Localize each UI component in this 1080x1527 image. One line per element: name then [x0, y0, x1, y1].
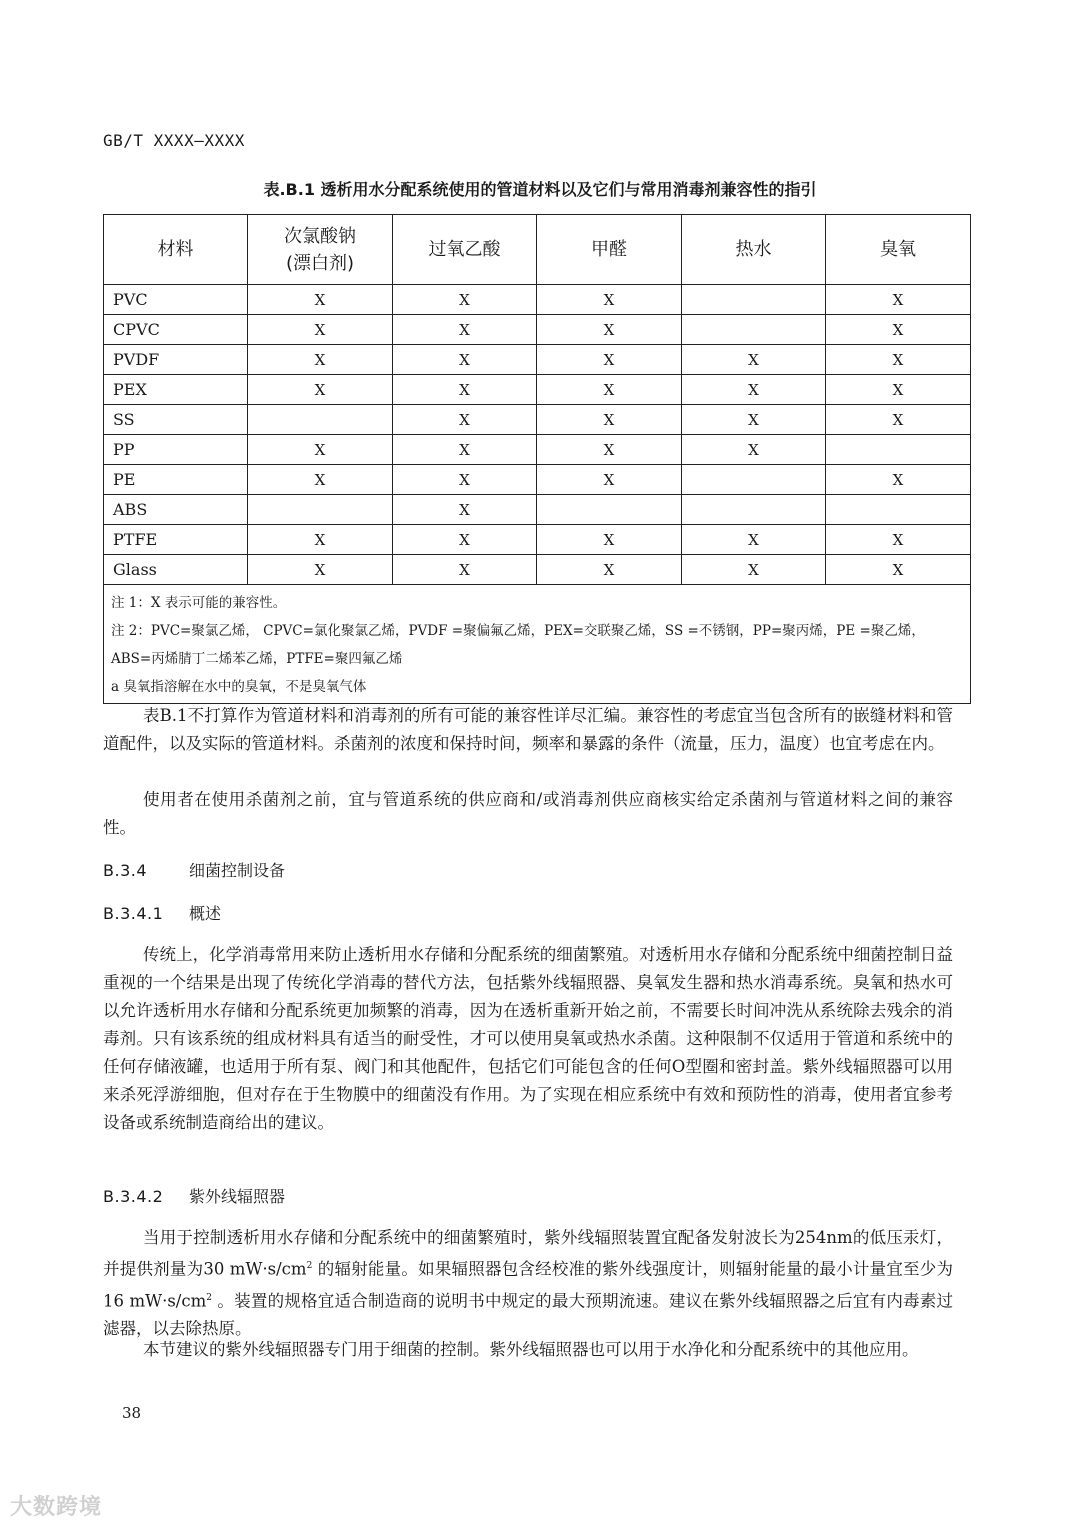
table-row [104, 465, 971, 495]
paragraph-overview: 传统上，化学消毒常用来防止透析用水存储和分配系统的细菌繁殖。对透析用水存储和分配系统中细菌控制日益重视的一个结果是出现了传统化学消毒的替代方法，包括紫外线辐照器、臭氧发生器和热水消毒系统。臭氧和热水可以允许透析用水存储和分配系统更加频繁的消毒，因为在透析重新开始之前，不需要长时间冲洗从系统除去残余的消毒剂。只有该系统的组成材料具有适当的耐受性，才可以使用臭氧或热水杀菌。这种限制不仅适用于管道和系统中的任何存储液罐，也适用于所有泵、阀门和其他配件，包括它们可能包含的任何O型圈和密封盖。紫外线辐照器可以用来杀死浮游细胞，但对存在于生物膜中的细菌没有作用。为了实现在相应系统中有效和预防性的消毒，使用者宜参考设备或系统制造商给出的建议。 [103, 945, 953, 1132]
section-title: 细菌控制设备 [189, 861, 286, 880]
section-title: 紫外线辐照器 [189, 1187, 286, 1206]
note-1: 注 1：X 表示可能的兼容性。 [111, 595, 287, 611]
standard-code: GB/T XXXX—XXXX [103, 131, 245, 150]
compat-cell [248, 495, 393, 525]
section-heading-b341 [103, 901, 221, 924]
compat-cell [826, 495, 971, 525]
table-row [104, 435, 971, 465]
compat-cell: X [682, 345, 826, 375]
header-peracetic: 过氧乙酸 [393, 215, 537, 285]
table-row [104, 555, 971, 585]
header-hot-water: 热水 [682, 215, 826, 285]
table-notes-row [104, 585, 971, 704]
compat-cell: X [826, 525, 971, 555]
compat-cell: X [248, 525, 393, 555]
material-cell: PP [104, 435, 248, 465]
material-cell: PTFE [104, 525, 248, 555]
compat-cell: X [826, 375, 971, 405]
table-row [104, 405, 971, 435]
compat-cell: X [826, 285, 971, 315]
compat-cell: X [826, 465, 971, 495]
compat-cell: X [393, 435, 537, 465]
compat-cell: X [248, 285, 393, 315]
header-material: 材料 [104, 215, 248, 285]
compat-cell: X [537, 345, 682, 375]
material-cell: Glass [104, 555, 248, 585]
material-cell: ABS [104, 495, 248, 525]
header-hypochlorite-sub: (漂白剂) [285, 252, 355, 274]
compat-cell: X [248, 435, 393, 465]
compat-cell: X [682, 405, 826, 435]
note-3: a 臭氧指溶解在水中的臭氧，不是臭氧气体 [111, 679, 367, 695]
watermark-logo: 大数跨境 [10, 1495, 103, 1520]
compat-cell: X [826, 405, 971, 435]
compat-cell: X [537, 285, 682, 315]
material-cell: SS [104, 405, 248, 435]
table-row [104, 285, 971, 315]
section-number: B.3.4 [103, 861, 148, 880]
header-hypochlorite-label: 次氯酸钠 [284, 225, 356, 247]
compat-cell: X [393, 315, 537, 345]
compat-cell: X [826, 555, 971, 585]
table-row [104, 315, 971, 345]
uv-text-part-3: 。装置的规格宜适合制造商的说明书中规定的最大预期流速。建议在紫外线辐照器之后宜有内毒素过滤器，以去除热原。 [103, 1291, 953, 1338]
compat-cell: X [537, 375, 682, 405]
compat-cell: X [537, 525, 682, 555]
compat-cell [682, 315, 826, 345]
material-cell: PE [104, 465, 248, 495]
material-cell: CPVC [104, 315, 248, 345]
section-title: 概述 [189, 904, 222, 923]
section-number: B.3.4.1 [103, 904, 164, 923]
section-heading-b34 [103, 858, 285, 881]
compat-cell: X [826, 315, 971, 345]
compat-cell: X [682, 525, 826, 555]
uv-text-part-1: 当用于控制透析用水存储和分配系统中的细菌繁殖时，紫外线辐照装置宜配备发射波长为254nm的低压汞灯，并提供剂量为30 mW·s/cm [103, 1228, 953, 1279]
compat-cell [826, 435, 971, 465]
compat-cell: X [537, 405, 682, 435]
note-2: 注 2：PVC=聚氯乙烯， CPVC=氯化聚氯乙烯，PVDF =聚偏氟乙烯，PEX=交联聚乙烯，SS =不锈钢，PP=聚丙烯，PE =聚乙烯，ABS=丙烯腈丁二烯苯乙烯，PTFE=聚四氟乙烯 [111, 623, 925, 667]
header-formaldehyde: 甲醛 [537, 215, 682, 285]
compat-cell: X [826, 345, 971, 375]
table-row [104, 495, 971, 525]
header-ozone: 臭氧 [826, 215, 971, 285]
compat-cell: X [682, 435, 826, 465]
compat-cell: X [248, 345, 393, 375]
compat-cell: X [248, 315, 393, 345]
compat-cell: X [393, 555, 537, 585]
paragraph-uv-applications: 本节建议的紫外线辐照器专门用于细菌的控制。紫外线辐照器也可以用于水净化和分配系统中的其他应用。 [143, 1340, 919, 1359]
section-heading-b342 [103, 1184, 285, 1207]
compat-cell: X [537, 465, 682, 495]
compatibility-table [103, 214, 971, 704]
compat-cell: X [393, 375, 537, 405]
unit-superscript: 2 [206, 1292, 212, 1303]
table-row [104, 345, 971, 375]
table-row [104, 525, 971, 555]
compat-cell: X [393, 345, 537, 375]
table-header-row [104, 215, 971, 285]
compat-cell: X [393, 285, 537, 315]
compat-cell [682, 495, 826, 525]
unit-superscript: 2 [306, 1261, 313, 1271]
compat-cell: X [537, 555, 682, 585]
paragraph-uv-irradiator [103, 1224, 953, 1343]
page-number: 38 [122, 1404, 142, 1422]
compat-cell [682, 465, 826, 495]
compat-cell [248, 405, 393, 435]
material-cell: PVDF [104, 345, 248, 375]
material-cell: PVC [104, 285, 248, 315]
compat-cell [682, 285, 826, 315]
compat-cell: X [248, 375, 393, 405]
compat-cell: X [248, 555, 393, 585]
compat-cell: X [537, 315, 682, 345]
compat-cell: X [393, 495, 537, 525]
compat-cell: X [393, 465, 537, 495]
compat-cell: X [682, 555, 826, 585]
table-row [104, 375, 971, 405]
material-cell: PEX [104, 375, 248, 405]
header-hypochlorite [248, 215, 393, 285]
uv-text-part-2: 的辐射能量。如果辐照器包含经校准的紫外线强度计，则辐射能量的最小计量宜至少为16 mW·s/cm [103, 1259, 953, 1310]
compat-cell [537, 495, 682, 525]
paragraph-table-scope: 表B.1不打算作为管道材料和消毒剂的所有可能的兼容性详尽汇编。兼容性的考虑宜当包含所有的嵌缝材料和管道配件，以及实际的管道材料。杀菌剂的浓度和保持时间，频率和暴露的条件（流量，压力，温度）也宜考虑在内。 [103, 706, 953, 753]
compat-cell: X [248, 465, 393, 495]
section-number: B.3.4.2 [103, 1187, 164, 1206]
compat-cell: X [537, 435, 682, 465]
compat-cell: X [393, 525, 537, 555]
table-notes [104, 585, 971, 704]
compat-cell: X [682, 375, 826, 405]
paragraph-user-verification: 使用者在使用杀菌剂之前，宜与管道系统的供应商和/或消毒剂供应商核实给定杀菌剂与管道材料之间的兼容性。 [103, 790, 953, 837]
compat-cell: X [393, 405, 537, 435]
table-caption: 表.B.1 透析用水分配系统使用的管道材料以及它们与常用消毒剂兼容性的指引 [263, 180, 817, 199]
